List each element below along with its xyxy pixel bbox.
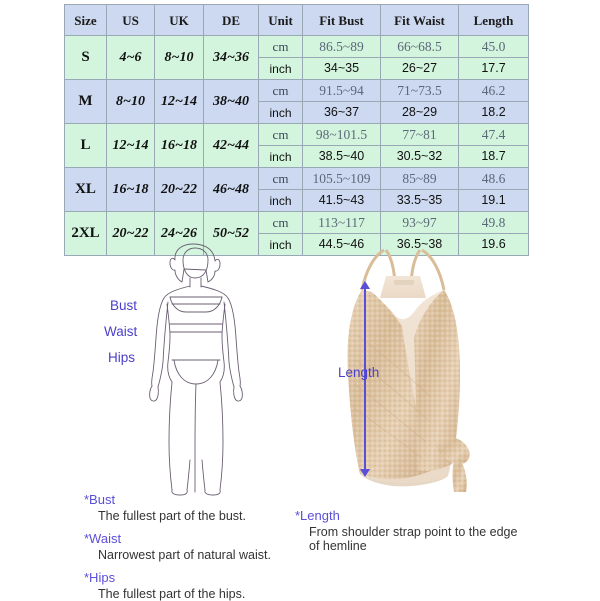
cell-waist-inch: 26~27 bbox=[381, 58, 459, 80]
cell-bust-inch: 41.5~43 bbox=[303, 190, 381, 212]
body-label-bust: Bust bbox=[110, 298, 138, 313]
table-row bbox=[65, 124, 529, 146]
cell-size: XL bbox=[65, 168, 107, 212]
cell-size: M bbox=[65, 80, 107, 124]
column-header-unit: Unit bbox=[259, 5, 303, 36]
cell-length-inch: 18.7 bbox=[459, 146, 529, 168]
cell-us: 12~14 bbox=[107, 124, 155, 168]
cell-unit-cm: cm bbox=[259, 124, 303, 146]
size-table bbox=[64, 4, 529, 256]
size-table-body bbox=[65, 36, 529, 256]
cell-us: 20~22 bbox=[107, 212, 155, 256]
note-body-waist: Narrowest part of natural waist. bbox=[98, 548, 271, 562]
note-title-bust: *Bust bbox=[84, 492, 116, 507]
cell-uk: 16~18 bbox=[155, 124, 204, 168]
cell-bust-cm: 98~101.5 bbox=[303, 124, 381, 146]
cell-unit-cm: cm bbox=[259, 80, 303, 102]
cell-waist-inch: 30.5~32 bbox=[381, 146, 459, 168]
body-outline-icon bbox=[96, 242, 296, 497]
cell-uk: 24~26 bbox=[155, 212, 204, 256]
measurement-notes-left bbox=[84, 492, 314, 601]
note-body-length-line2: of hemline bbox=[309, 539, 367, 553]
cell-length-inch: 19.6 bbox=[459, 234, 529, 256]
female-body-diagram bbox=[96, 242, 296, 497]
column-header-length: Length bbox=[459, 5, 529, 36]
cell-bust-inch: 34~35 bbox=[303, 58, 381, 80]
cell-waist-cm: 93~97 bbox=[381, 212, 459, 234]
column-header-de: DE bbox=[204, 5, 259, 36]
cell-waist-cm: 66~68.5 bbox=[381, 36, 459, 58]
note-title-hips: *Hips bbox=[84, 570, 116, 585]
cell-bust-inch: 44.5~46 bbox=[303, 234, 381, 256]
column-header-fit-bust: Fit Bust bbox=[303, 5, 381, 36]
column-header-size: Size bbox=[65, 5, 107, 36]
cell-unit-inch: inch bbox=[259, 234, 303, 256]
cell-de: 46~48 bbox=[204, 168, 259, 212]
cell-length-inch: 17.7 bbox=[459, 58, 529, 80]
cell-length-inch: 19.1 bbox=[459, 190, 529, 212]
cell-uk: 20~22 bbox=[155, 168, 204, 212]
cell-de: 38~40 bbox=[204, 80, 259, 124]
cell-de: 34~36 bbox=[204, 36, 259, 80]
cell-us: 16~18 bbox=[107, 168, 155, 212]
cell-length-cm: 46.2 bbox=[459, 80, 529, 102]
cell-unit-inch: inch bbox=[259, 58, 303, 80]
note-title-length: *Length bbox=[295, 508, 340, 523]
cell-waist-cm: 85~89 bbox=[381, 168, 459, 190]
column-header-uk: UK bbox=[155, 5, 204, 36]
cell-size: 2XL bbox=[65, 212, 107, 256]
garment-label-length: Length bbox=[338, 365, 380, 380]
cell-uk: 12~14 bbox=[155, 80, 204, 124]
measurement-notes-right bbox=[295, 508, 545, 553]
cell-size: S bbox=[65, 36, 107, 80]
cell-waist-cm: 71~73.5 bbox=[381, 80, 459, 102]
cell-uk: 8~10 bbox=[155, 36, 204, 80]
note-title-waist: *Waist bbox=[84, 531, 122, 546]
body-label-hips: Hips bbox=[108, 350, 136, 365]
cell-bust-inch: 36~37 bbox=[303, 102, 381, 124]
cell-unit-inch: inch bbox=[259, 102, 303, 124]
cell-us: 4~6 bbox=[107, 36, 155, 80]
cell-waist-cm: 77~81 bbox=[381, 124, 459, 146]
cell-unit-cm: cm bbox=[259, 212, 303, 234]
cell-us: 8~10 bbox=[107, 80, 155, 124]
cell-bust-inch: 38.5~40 bbox=[303, 146, 381, 168]
cell-bust-cm: 113~117 bbox=[303, 212, 381, 234]
table-row bbox=[65, 36, 529, 58]
table-row bbox=[65, 212, 529, 234]
cell-length-inch: 18.2 bbox=[459, 102, 529, 124]
cell-waist-inch: 33.5~35 bbox=[381, 190, 459, 212]
cell-waist-inch: 36.5~38 bbox=[381, 234, 459, 256]
cell-unit-cm: cm bbox=[259, 168, 303, 190]
cell-length-cm: 45.0 bbox=[459, 36, 529, 58]
cell-unit-inch: inch bbox=[259, 190, 303, 212]
cell-length-cm: 49.8 bbox=[459, 212, 529, 234]
body-label-waist: Waist bbox=[104, 324, 138, 339]
measurement-figures bbox=[0, 240, 600, 500]
cell-bust-cm: 86.5~89 bbox=[303, 36, 381, 58]
cell-de: 42~44 bbox=[204, 124, 259, 168]
size-table-container bbox=[64, 4, 528, 256]
note-body-length-line1: From shoulder strap point to the edge bbox=[309, 525, 518, 539]
cell-bust-cm: 91.5~94 bbox=[303, 80, 381, 102]
table-header-row bbox=[65, 5, 529, 36]
cell-waist-inch: 28~29 bbox=[381, 102, 459, 124]
note-body-bust: The fullest part of the bust. bbox=[98, 509, 246, 523]
cell-bust-cm: 105.5~109 bbox=[303, 168, 381, 190]
table-row bbox=[65, 80, 529, 102]
column-header-fit-waist: Fit Waist bbox=[381, 5, 459, 36]
table-row bbox=[65, 168, 529, 190]
column-header-us: US bbox=[107, 5, 155, 36]
cell-de: 50~52 bbox=[204, 212, 259, 256]
cell-length-cm: 47.4 bbox=[459, 124, 529, 146]
cell-size: L bbox=[65, 124, 107, 168]
cell-unit-cm: cm bbox=[259, 36, 303, 58]
note-body-hips: The fullest part of the hips. bbox=[98, 587, 246, 601]
cell-length-cm: 48.6 bbox=[459, 168, 529, 190]
cell-unit-inch: inch bbox=[259, 146, 303, 168]
